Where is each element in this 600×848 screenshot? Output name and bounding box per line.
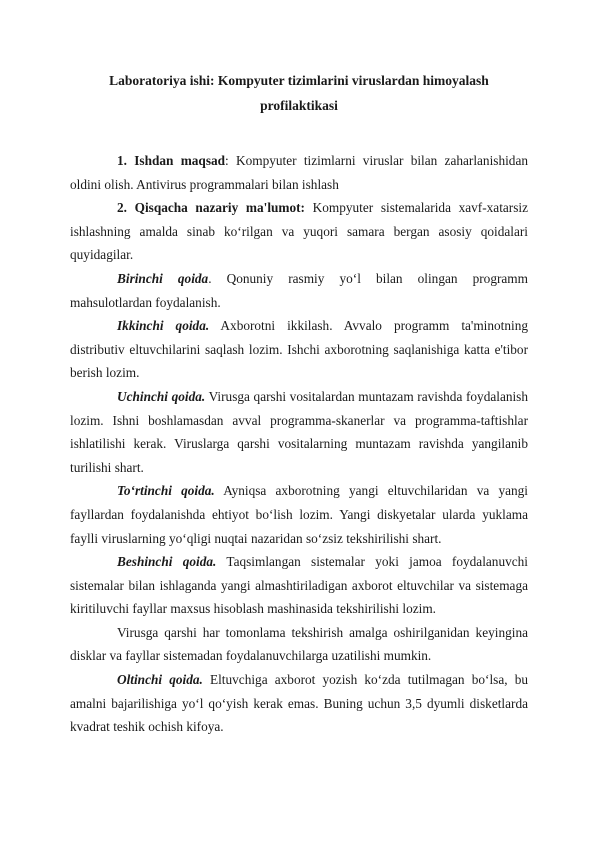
rule-paragraph-4: [70, 479, 528, 550]
note-paragraph: Virusga qarshi har tomonlama tekshirish amalga oshirilganidan keyingina disklar va fayllar sistemadan foydalanuvchilarga uzatilishi mumkin.: [70, 624, 528, 664]
rule-paragraph-3: [70, 385, 528, 479]
rule-text-2: Axborotni ikkilash. Avvalo programm ta'minotning distributiv eltuvchilarini saqlash lozim. Ishchi axborotning saqlanishiga katta e'tibor berish lozim.: [70, 318, 528, 381]
page-title: [70, 68, 528, 118]
rule-heading-2: Ikkinchi qoida.: [117, 318, 210, 334]
section-theory-text: Kompyuter sistemalarida xavf-xatarsiz ishlashning amalda sinab ko‘rilgan va yuqori samara bergan asosiy qoidalari quyidagilar.: [70, 200, 529, 263]
rule-paragraph-5: [70, 550, 528, 621]
rule-text-5: Taqsimlangan sistemalar yoki jamoa foydalanuvchi sistemalar bilan ishlaganda yangi almashtiriladigan axborot eltuvchilar va sistemaga kiritiluvchi fayllar maxsus hisoblash mashinasida tekshirilishi lozim.: [70, 554, 528, 617]
title-line-1: Laboratoriya ishi: Kompyuter tizimlarini viruslardan himoyalash: [109, 73, 489, 88]
section-theory-heading: 2. Qisqacha nazariy ma'lumot:: [117, 200, 305, 216]
rule-heading-3: Uchinchi qoida.: [117, 388, 206, 404]
section-goal: [70, 149, 528, 196]
rule-heading-6: Oltinchi qoida.: [117, 672, 203, 688]
section-theory: [70, 196, 528, 267]
rule-text-6: Eltuvchiga axborot yozish ko‘zda tutilmagan bo‘lsa, bu amalni bajarilishiga yo‘l qo‘yish kerak emas. Buning uchun 3,5 dyumli disketlarda kvadrat teshik ochish kifoya.: [70, 672, 528, 735]
rule-paragraph-1: [70, 267, 528, 314]
rule-heading-4: To‘rtinchi qoida.: [117, 483, 215, 499]
rule-heading-5: Beshinchi qoida.: [117, 554, 217, 570]
rule-text-1: . Qonuniy rasmiy yo‘l bilan olingan programm mahsulotlardan foydalanish.: [70, 270, 528, 310]
section-goal-heading: 1. Ishdan maqsad: [117, 153, 226, 168]
rule-text-4: Ayniqsa axborotning yangi eltuvchilaridan va yangi fayllardan foydalanishda ehtiyot bo‘lish lozim. Yangi diskyetalar ularda yuklama faylli viruslarning yo‘qligi nuqtai nazaridan so‘zsiz tekshirilishi shart.: [70, 483, 528, 546]
title-line-2: profilaktikasi: [260, 98, 338, 113]
section-goal-text: : Kompyuter tizimlarni viruslar bilan zaharlanishidan oldini olish. Antivirus programmalari bilan ishlash: [70, 153, 528, 192]
rule-paragraph-6: [70, 668, 528, 739]
rule-heading-1: Birinchi qoida: [117, 270, 209, 286]
rule-paragraph-2: [70, 314, 528, 385]
rule-text-3: Virusga qarshi vositalardan muntazam ravishda foydalanish lozim. Ishni boshlamasdan avval programma-skanerlar va programma-taftishlar ishlatilishi kerak. Viruslarga qarshi vositalarning muntazam ravishda yangilanib turilishi shart.: [70, 388, 529, 475]
